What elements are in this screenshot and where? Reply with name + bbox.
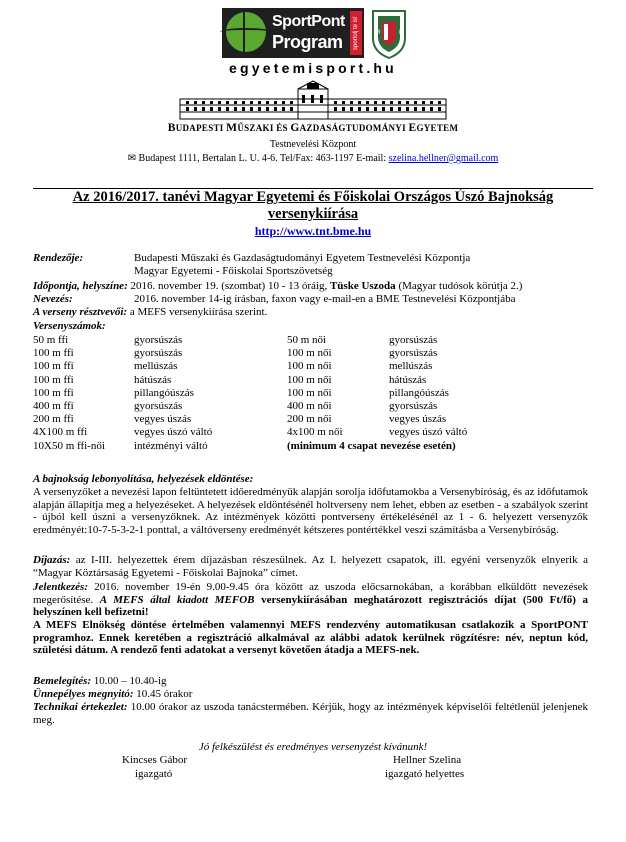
date-text: 2016. november 19. (szombat) 10 - 13 óráig,: [127, 280, 330, 292]
event-women-distance: 100 m női: [287, 347, 332, 360]
event-men-distance: 100 m ffi: [33, 386, 74, 399]
awards-paragraph: [33, 554, 588, 579]
event-women-distance: 100 m női: [287, 386, 332, 399]
event-women-distance: 50 m női: [287, 334, 327, 346]
event-women-distance: 4x100 m női: [287, 426, 343, 439]
event-men-style: vegyes úszó váltó: [134, 426, 213, 439]
department-name: Testnevelési Központ: [269, 139, 357, 150]
opening-label: Ünnepélyes megnyitó:: [33, 688, 134, 700]
mefs-emblem-icon: [370, 8, 408, 60]
event-women-style: pillangóúszás: [389, 386, 449, 399]
registration-label: Jelentkezés:: [33, 581, 88, 593]
signatory-2-name: Hellner Szelina: [393, 754, 462, 766]
event-women-style: vegyes úszó váltó: [389, 426, 468, 439]
event-men-style: gyorsúszás: [134, 400, 183, 412]
procedure-label: A bajnokság lebonyolítása, helyezések eldöntése:: [33, 473, 254, 485]
opening-text: 10.45 órakor: [133, 688, 193, 700]
signatory-2-role: igazgató helyettes: [385, 768, 465, 780]
registration-paragraph: [33, 581, 588, 619]
university-name-part: M: [226, 122, 238, 134]
event-men-distance: 400 m ffi: [33, 400, 74, 412]
awards-text: az I-III. helyezettek érem díjazásban részesülnek. Az I. helyezett csapatok, ill. egyéni versenyzők elnyerik a “Magyar Köztársaság Egyetemi - Főiskolai Bajnoka” címet.: [33, 554, 588, 579]
event-men-distance: 4X100 m ffi: [33, 426, 88, 439]
technical-meeting-label: Technikai értekezlet:: [33, 701, 128, 713]
website-link[interactable]: http://www.tnt.bme.hu: [254, 224, 372, 238]
event-women-style: gyorsúszás: [389, 334, 438, 346]
event-men-distance: 100 m ffi: [33, 373, 74, 386]
procedure-text: A versenyzőket a nevezési lapon feltüntetett időeredményük alapján sorolja időfutamokba a Versenybíróság, és az időfutamok alapján állapítja meg a helyezéseket. A helyezések eldöntésénél holtverseny nem lehet, ebben az esetben - a szabályok szerint - újból kell úszni a versenyzőknek. Az intézmények közötti pontverseny értékelésénél az 1 - 6. helyezett versenyzők eredményét:10-7-5-3-2-1 ponttal, a váltóverseny eredményét kétszeres pontértékkel veszi számításba a Versenybíróság.: [33, 486, 588, 536]
university-name-part: UDAPESTI: [175, 123, 227, 133]
signatory-1-name: Kincses Gábor: [122, 754, 188, 766]
event-men-distance: 100 m ffi: [33, 360, 74, 373]
events-label: Versenyszámok:: [33, 320, 106, 332]
event-men-style: mellúszás: [134, 360, 178, 373]
organizer-label: Rendezője:: [33, 252, 84, 264]
event-women-style: vegyes úszás: [389, 413, 447, 426]
event-women-distance: 400 m női: [287, 400, 332, 412]
registration-text: 2016. november 19-én 9.00-9.45 óra között az uszoda előcsarnokában, a korábban elküldött nevezések megerősítése.: [33, 581, 588, 606]
date-label: Időpontja, helyszíne:: [33, 280, 128, 292]
event-women-distance: 100 m női: [287, 373, 332, 386]
address-line: [0, 153, 626, 164]
opening-row: [33, 688, 192, 701]
registration-fee: versenykiírásában meghatározott regisztrációs díjat (500 Ft/fő) a helyszínen kell befizetni!: [33, 593, 588, 618]
technical-meeting-text: 10.00 órakor az uszoda tanácstermében. Kérjük, hogy az intézmények képviselői feltétlenül jelenjenek meg.: [33, 701, 589, 726]
venue-name: Tüske Uszoda: [329, 280, 396, 292]
entry-text: 2016. november 14-ig írásban, faxon vagy e-mail-en a BME Testnevelési Központjába: [134, 293, 516, 305]
university-name-part: AZDASÁGTUDOMÁNYI: [299, 123, 409, 133]
university-name-part: ŰSZAKI ÉS: [237, 123, 291, 133]
warmup-row: [33, 675, 167, 688]
event-men-style: vegyes úszás: [134, 413, 192, 426]
svg-text:M: M: [375, 30, 380, 36]
site-name: egyetemisport.hu: [229, 60, 397, 76]
event-men-style: pillangóúszás: [134, 386, 194, 399]
address-text: ✉ Budapest 1111, Bertalan L. U. 4-6. Tel/Fax: 463-1197 E-mail:: [127, 153, 389, 164]
date-venue-row: [33, 280, 522, 293]
university-building-icon: [180, 81, 446, 121]
event-men-distance: 100 m ffi: [33, 347, 74, 360]
awards-label: Díjazás:: [33, 554, 71, 566]
entry-label: Nevezés:: [33, 293, 73, 305]
logo-side-text: sportolj te is! mozdulj: [350, 11, 362, 55]
closing-wish: Jó felkészülést és eredményes versenyzést kívánunk!: [198, 741, 428, 753]
registration-mefob: A MEFS által kiadott MEFOB: [99, 593, 255, 606]
logo-text-line1: SportPont: [272, 13, 345, 30]
warmup-text: 10.00 – 10.40-ig: [91, 675, 167, 687]
organizer-line1: Budapesti Műszaki és Gazdaságtudományi Egyetem Testnevelési Központja: [134, 252, 471, 264]
svg-text:E: E: [399, 30, 404, 36]
university-name-part: G: [290, 122, 300, 134]
event-men-style: gyorsúszás: [134, 347, 183, 360]
event-women-distance: 200 m női: [287, 413, 332, 426]
participants-label: A verseny résztvevői:: [33, 306, 128, 318]
university-name-part: GYETEM: [416, 123, 459, 133]
event-women-distance: 100 m női: [287, 360, 332, 373]
event-women-style: hátúszás: [389, 373, 427, 386]
event-men-style: gyorsúszás: [134, 334, 183, 346]
ball-icon: [226, 12, 266, 52]
event-women-style: mellúszás: [389, 360, 433, 373]
participants-row: [33, 306, 267, 319]
event-men-distance: 50 m ffi: [33, 334, 69, 346]
university-name-part: E: [408, 122, 417, 134]
event-women-style: gyorsúszás: [389, 347, 438, 360]
university-name: [0, 122, 626, 134]
event-men-style: intézményi váltó: [134, 439, 208, 452]
participants-text: a MEFS versenykiírása szerint.: [127, 306, 268, 318]
sportpont-notice: A MEFS Elnökség döntése értelmében valamennyi MEFS rendezvény automatikusan csatlakozik a SportPONT programhoz. Ennek keretében a regisztráció alkalmával az alábbi adatok kerülnek rögzítésre: név, neptun kód, születési dátum. A rendező fenti adatokat a versenyt követően átadja a MEFS-nek.: [33, 619, 588, 656]
organizer-line2: Magyar Egyetemi - Főiskolai Sportszövetség: [134, 265, 333, 277]
event-women-style: gyorsúszás: [389, 400, 438, 412]
event-women-distance: (minimum 4 csapat nevezése esetén): [287, 439, 456, 452]
university-name-part: B: [167, 122, 176, 134]
event-men-distance: 10X50 m ffi-női: [33, 439, 105, 452]
technical-meeting-paragraph: [33, 701, 588, 726]
signatory-1-role: igazgató: [135, 768, 173, 780]
sportpont-logo: [222, 8, 371, 58]
venue-address: (Magyar tudósok körútja 2.): [395, 280, 523, 292]
events-table: [0, 334, 626, 459]
document-title: Az 2016/2017. tanévi Magyar Egyetemi és Főiskolai Országos Úszó Bajnokság versenykiírása: [72, 189, 554, 222]
email-link[interactable]: szelina.hellner@gmail.com: [388, 153, 499, 164]
logo-text-line2: Program: [272, 32, 343, 52]
warmup-label: Bemelegítés:: [33, 675, 92, 687]
event-men-distance: 200 m ffi: [33, 413, 74, 426]
event-men-style: hátúszás: [134, 373, 172, 386]
